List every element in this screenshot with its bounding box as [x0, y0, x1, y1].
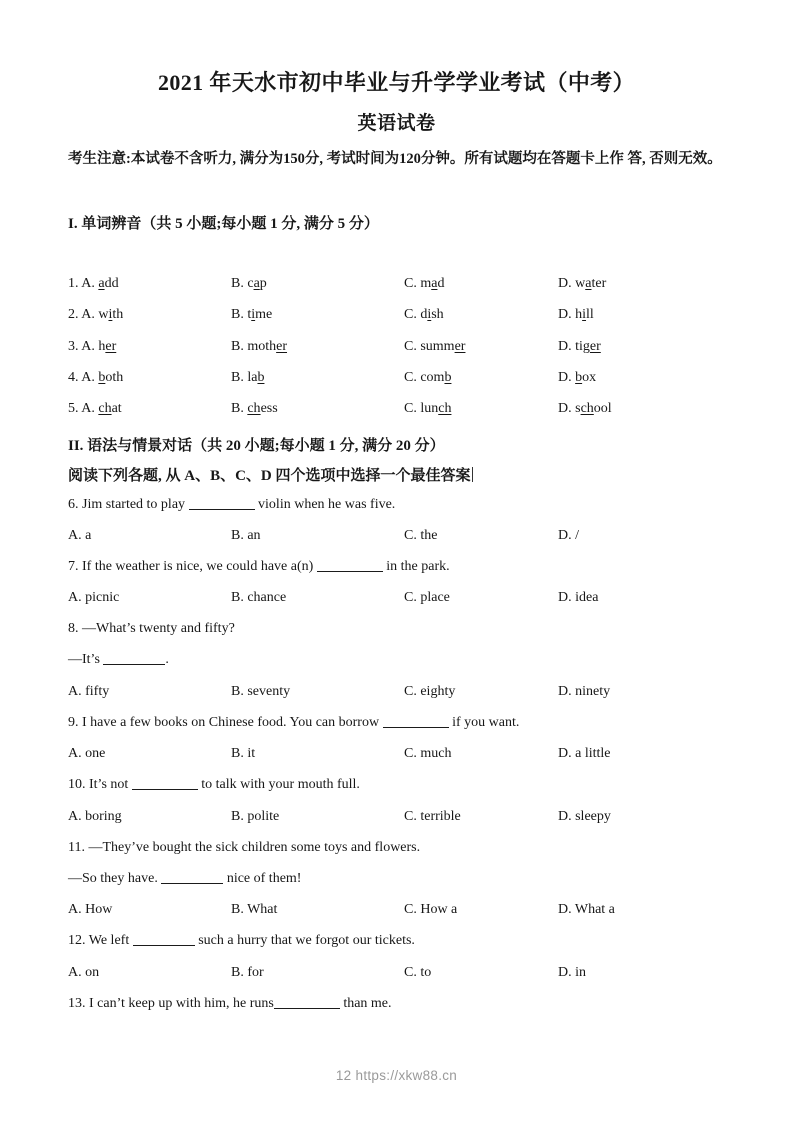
- phonetic-row-3: [68, 339, 748, 361]
- text-caret: [472, 467, 473, 482]
- options-row-11: [68, 902, 748, 924]
- options-row-7: [68, 590, 748, 612]
- option-d[interactable]: D. school: [558, 401, 612, 416]
- option-b[interactable]: B. polite: [231, 809, 280, 824]
- option-c[interactable]: C. summer: [404, 339, 466, 354]
- option-d[interactable]: D. ninety: [558, 684, 611, 699]
- question-stem-12: 12. We left such a hurry that we forgot our tickets.: [68, 933, 415, 948]
- option-d[interactable]: D. What a: [558, 902, 615, 917]
- question-stem-8-line1: 8. —What’s twenty and fifty?: [68, 621, 235, 636]
- option-a[interactable]: 2. A. with: [68, 307, 124, 322]
- option-a[interactable]: A. a: [68, 528, 92, 543]
- option-b[interactable]: B. cap: [231, 276, 267, 291]
- options-row-6: [68, 528, 748, 550]
- option-b[interactable]: B. chance: [231, 590, 287, 605]
- option-b[interactable]: B. mother: [231, 339, 288, 354]
- option-b[interactable]: B. seventy: [231, 684, 291, 699]
- option-b[interactable]: B. lab: [231, 370, 265, 385]
- question-stem-7: 7. If the weather is nice, we could have a(n) in the park.: [68, 559, 450, 574]
- question-stem-11-line2: —So they have. nice of them!: [68, 871, 302, 886]
- option-b[interactable]: B. it: [231, 746, 256, 761]
- options-row-9: [68, 746, 748, 768]
- footer-watermark: 12 https://xkw88.cn: [335, 1068, 458, 1083]
- option-a[interactable]: 4. A. both: [68, 370, 124, 385]
- option-a[interactable]: A. How: [68, 902, 113, 917]
- options-row-10: [68, 809, 748, 831]
- option-a[interactable]: 5. A. chat: [68, 401, 122, 416]
- option-c[interactable]: C. comb: [404, 370, 452, 385]
- phonetic-row-1: [68, 276, 748, 298]
- page-subtitle: 英语试卷: [357, 113, 436, 134]
- option-c[interactable]: C. lunch: [404, 401, 452, 416]
- option-c[interactable]: C. mad: [404, 276, 445, 291]
- option-a[interactable]: A. boring: [68, 809, 122, 824]
- option-a[interactable]: A. on: [68, 965, 100, 980]
- question-stem-6: 6. Jim started to play violin when he was five.: [68, 497, 396, 512]
- option-d[interactable]: D. idea: [558, 590, 599, 605]
- answer-blank: [189, 497, 255, 510]
- phonetic-row-2: [68, 307, 748, 329]
- option-c[interactable]: C. place: [404, 590, 450, 605]
- options-row-12: [68, 965, 748, 987]
- section-instruction-2: 阅读下列各题, 从 A、B、C、D 四个选项中选择一个最佳答案: [68, 468, 471, 484]
- option-b[interactable]: B. time: [231, 307, 273, 322]
- option-a[interactable]: 1. A. add: [68, 276, 119, 291]
- answer-blank: [383, 715, 449, 728]
- option-c[interactable]: C. dish: [404, 307, 444, 322]
- question-stem-10: 10. It’s not to talk with your mouth full.: [68, 777, 360, 792]
- option-d[interactable]: D. in: [558, 965, 586, 980]
- answer-blank: [161, 871, 223, 884]
- page-title: 2021 年天水市初中毕业与升学学业考试（中考）: [157, 70, 636, 95]
- exam-notice: 考生注意:本试卷不含听力, 满分为150分, 考试时间为120分钟。所有试题均在答题卡上作 答, 否则无效。: [68, 151, 722, 167]
- question-stem-11-line1: 11. —They’ve bought the sick children some toys and flowers.: [68, 840, 421, 855]
- answer-blank: [317, 559, 383, 572]
- option-b[interactable]: B. chess: [231, 401, 278, 416]
- option-a[interactable]: A. one: [68, 746, 106, 761]
- section-heading-1: I. 单词辨音（共 5 小题;每小题 1 分, 满分 5 分）: [68, 216, 379, 232]
- answer-blank: [133, 933, 195, 946]
- phonetic-row-4: [68, 370, 748, 392]
- option-c[interactable]: C. eighty: [404, 684, 456, 699]
- answer-blank: [103, 652, 165, 665]
- option-d[interactable]: D. box: [558, 370, 597, 385]
- option-b[interactable]: B. What: [231, 902, 278, 917]
- options-row-8: [68, 684, 748, 706]
- question-stem-8-line2: —It’s .: [68, 652, 169, 667]
- phonetic-row-5: [68, 401, 748, 423]
- option-a[interactable]: A. fifty: [68, 684, 110, 699]
- option-d[interactable]: D. a little: [558, 746, 611, 761]
- answer-blank: [274, 996, 340, 1009]
- option-d[interactable]: D. /: [558, 528, 579, 543]
- option-c[interactable]: C. terrible: [404, 809, 461, 824]
- option-b[interactable]: B. an: [231, 528, 261, 543]
- option-a[interactable]: 3. A. her: [68, 339, 117, 354]
- option-d[interactable]: D. hill: [558, 307, 594, 322]
- section-heading-2: II. 语法与情景对话（共 20 小题;每小题 1 分, 满分 20 分）: [68, 438, 445, 454]
- option-c[interactable]: C. the: [404, 528, 438, 543]
- question-stem-13: 13. I can’t keep up with him, he runs than me.: [68, 996, 392, 1011]
- option-d[interactable]: D. sleepy: [558, 809, 611, 824]
- question-stem-9: 9. I have a few books on Chinese food. You can borrow if you want.: [68, 715, 520, 730]
- option-c[interactable]: C. How a: [404, 902, 458, 917]
- option-b[interactable]: B. for: [231, 965, 264, 980]
- option-c[interactable]: C. much: [404, 746, 452, 761]
- option-c[interactable]: C. to: [404, 965, 432, 980]
- option-a[interactable]: A. picnic: [68, 590, 120, 605]
- option-d[interactable]: D. tiger: [558, 339, 601, 354]
- option-d[interactable]: D. water: [558, 276, 607, 291]
- answer-blank: [132, 777, 198, 790]
